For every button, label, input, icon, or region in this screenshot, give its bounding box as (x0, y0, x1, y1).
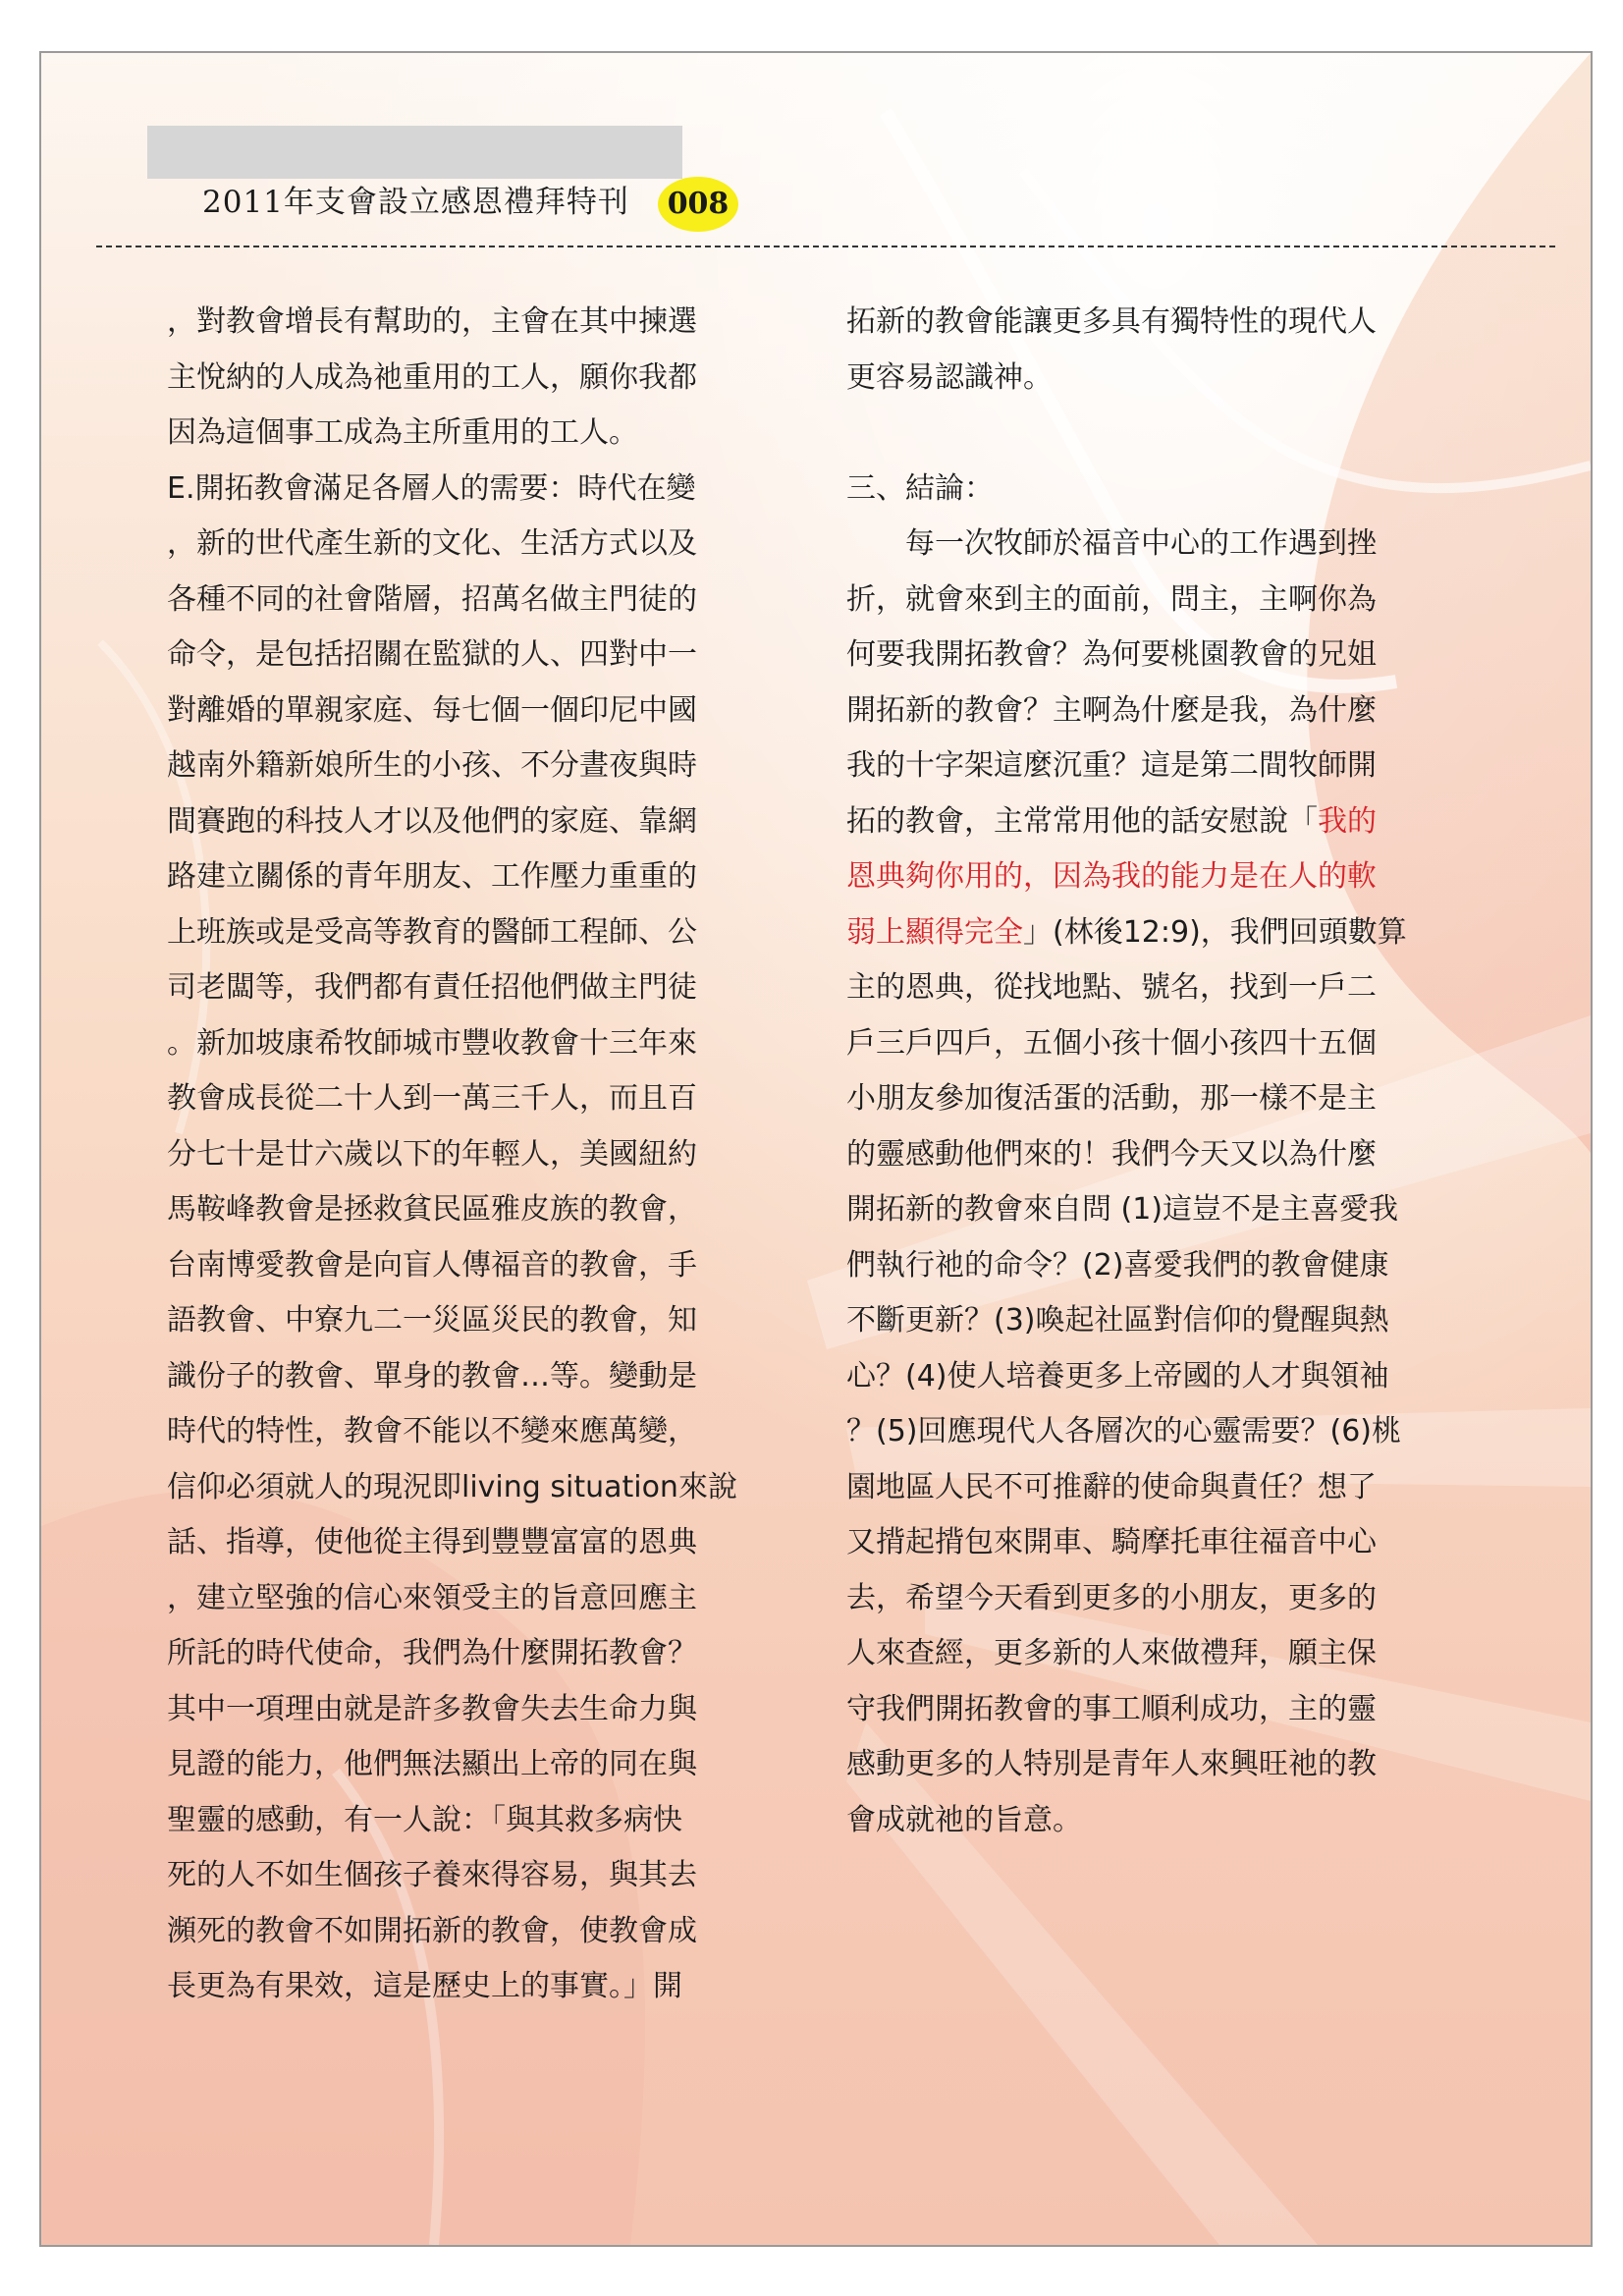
paragraph-line: 所託的時代使命，我們為什麼開拓教會？ (167, 1636, 697, 1670)
scripture-quote: 弱上顯得完全 (846, 914, 1023, 950)
paragraph-line: 拓新的教會能讓更多具有獨特性的現代人 (846, 304, 1377, 339)
page-number-badge: 008 (658, 177, 738, 232)
paragraph-line: 各種不同的社會階層，招萬名做主門徒的 (167, 581, 697, 617)
paragraph-line: 開拓新的教會？主啊為什麼是我，為什麼 (846, 692, 1377, 728)
paragraph-line: ，新的世代產生新的文化、生活方式以及 (167, 526, 697, 561)
section-e-heading-line: E.開拓教會滿足各層人的需要：時代在變 (167, 470, 696, 506)
paragraph-line: 識份子的教會、單身的教會…等。變動是 (167, 1358, 697, 1394)
paragraph-line: 折，就會來到主的面前，問主，主啊你為 (846, 581, 1377, 617)
paragraph-line: 死的人不如生個孩子養來得容易，與其去 (167, 1858, 697, 1892)
quote-lead-in: 拓的教會，主常常用他的話安慰說「 (846, 803, 1318, 839)
paragraph-line: 去，希望今天看到更多的小朋友，更多的 (846, 1580, 1377, 1615)
quote-line (846, 794, 1460, 850)
paragraph-line: 們執行祂的命令？(2)喜愛我們的教會健康 (846, 1247, 1389, 1283)
left-column (167, 295, 781, 2015)
paragraph-line: 對離婚的單親家庭、每七個一個印尼中國 (167, 692, 697, 728)
paragraph-line: 主悅納的人成為祂重用的工人，願你我都 (167, 359, 697, 395)
paragraph-line: 人來查經，更多新的人來做禮拜，願主保 (846, 1636, 1377, 1670)
header-bar (147, 126, 682, 179)
paragraph-line: 間賽跑的科技人才以及他們的家庭、靠網 (167, 803, 697, 839)
paragraph-line: 見證的能力，他們無法顯出上帝的同在與 (167, 1747, 697, 1781)
paragraph-line: 開拓新的教會來自問 (1)這豈不是主喜愛我 (846, 1192, 1399, 1227)
paragraph-line: 信仰必須就人的現況即living situation來說 (167, 1469, 737, 1504)
paragraph-line: 教會成長從二十人到一萬三千人，而且百 (167, 1081, 697, 1116)
paragraph-line: ？(5)回應現代人各層次的心靈需要？(6)桃 (846, 1414, 1401, 1449)
paragraph-line: 其中一項理由就是許多教會失去生命力與 (167, 1691, 697, 1726)
header-divider (96, 246, 1555, 247)
paragraph-line: 我的十字架這麼沉重？這是第二間牧師開 (846, 748, 1377, 783)
paragraph-line: 不斷更新？(3)喚起社區對信仰的覺醒與熱 (846, 1303, 1389, 1338)
paragraph-gap (846, 406, 1460, 462)
paragraph-line: 。新加坡康希牧師城市豐收教會十三年來 (167, 1025, 697, 1061)
paragraph-line: 時代的特性，教會不能以不變來應萬變， (167, 1414, 697, 1449)
paragraph-line: 小朋友參加復活蛋的活動，那一樣不是主 (846, 1081, 1377, 1116)
paragraph-line: 聖靈的感動，有一人說：「與其救多病快 (167, 1802, 682, 1837)
issue-title: 2011年支會設立感恩禮拜特刊 (202, 185, 629, 220)
paragraph-line: 上班族或是受高等教育的醫師工程師、公 (167, 914, 697, 950)
paragraph-line: 守我們開拓教會的事工順利成功，主的靈 (846, 1691, 1377, 1726)
scripture-quote: 我的 (1318, 803, 1377, 839)
paragraph-line: 又揹起揹包來開車、騎摩托車往福音中心 (846, 1525, 1377, 1559)
paragraph-line: 感動更多的人特別是青年人來興旺祂的教 (846, 1747, 1377, 1781)
paragraph-line: 心？(4)使人培養更多上帝國的人才與領袖 (846, 1358, 1389, 1394)
paragraph-line: 會成就祂的旨意。 (846, 1802, 1082, 1837)
paragraph-line: ，建立堅強的信心來領受主的旨意回應主 (167, 1580, 697, 1615)
paragraph-line: 命令，是包括招關在監獄的人、四對中一 (167, 637, 697, 672)
paragraph-line: 越南外籍新娘所生的小孩、不分晝夜與時 (167, 748, 697, 783)
paragraph-line: 何要我開拓教會？為何要桃園教會的兄姐 (846, 637, 1377, 672)
paragraph-line: 分七十是廿六歲以下的年輕人，美國紐約 (167, 1136, 697, 1172)
paragraph-line: 瀕死的教會不如開拓新的教會，使教會成 (167, 1913, 697, 1948)
paragraph-line: 司老闆等，我們都有責任招他們做主門徒 (167, 970, 697, 1005)
conclusion-heading: 三、結論： (846, 470, 994, 506)
paragraph-line: 主的恩典，從找地點、號名，找到一戶二 (846, 970, 1377, 1005)
paragraph-line: 台南博愛教會是向盲人傳福音的教會，手 (167, 1247, 697, 1283)
scripture-quote: 恩典夠你用的，因為我的能力是在人的軟 (846, 859, 1377, 894)
paragraph-line: 戶三戶四戶，五個小孩十個小孩四十五個 (846, 1025, 1377, 1061)
paragraph-line: 路建立關係的青年朋友、工作壓力重重的 (167, 859, 697, 894)
right-column (846, 295, 1460, 1848)
quote-line (846, 905, 1460, 961)
paragraph-line: ，對教會增長有幫助的，主會在其中揀選 (167, 304, 697, 339)
paragraph-line: 話、指導，使他從主得到豐豐富富的恩典 (167, 1525, 697, 1559)
paragraph-line: 因為這個事工成為主所重用的工人。 (167, 415, 638, 450)
paragraph-line: 長更為有果效，這是歷史上的事實。」開 (167, 1969, 682, 2003)
paragraph-line: 園地區人民不可推辭的使命與責任？想了 (846, 1469, 1377, 1504)
scripture-reference: 」(林後12:9)，我們回頭數算 (1023, 914, 1407, 950)
paragraph-line: 每一次牧師於福音中心的工作遇到挫 (846, 526, 1377, 561)
paragraph-line: 語教會、中寮九二一災區災民的教會，知 (167, 1303, 697, 1338)
paragraph-line: 更容易認識神。 (846, 359, 1053, 395)
paragraph-line: 的靈感動他們來的！我們今天又以為什麼 (846, 1136, 1377, 1172)
paragraph-line: 馬鞍峰教會是拯救貧民區雅皮族的教會， (167, 1192, 697, 1227)
